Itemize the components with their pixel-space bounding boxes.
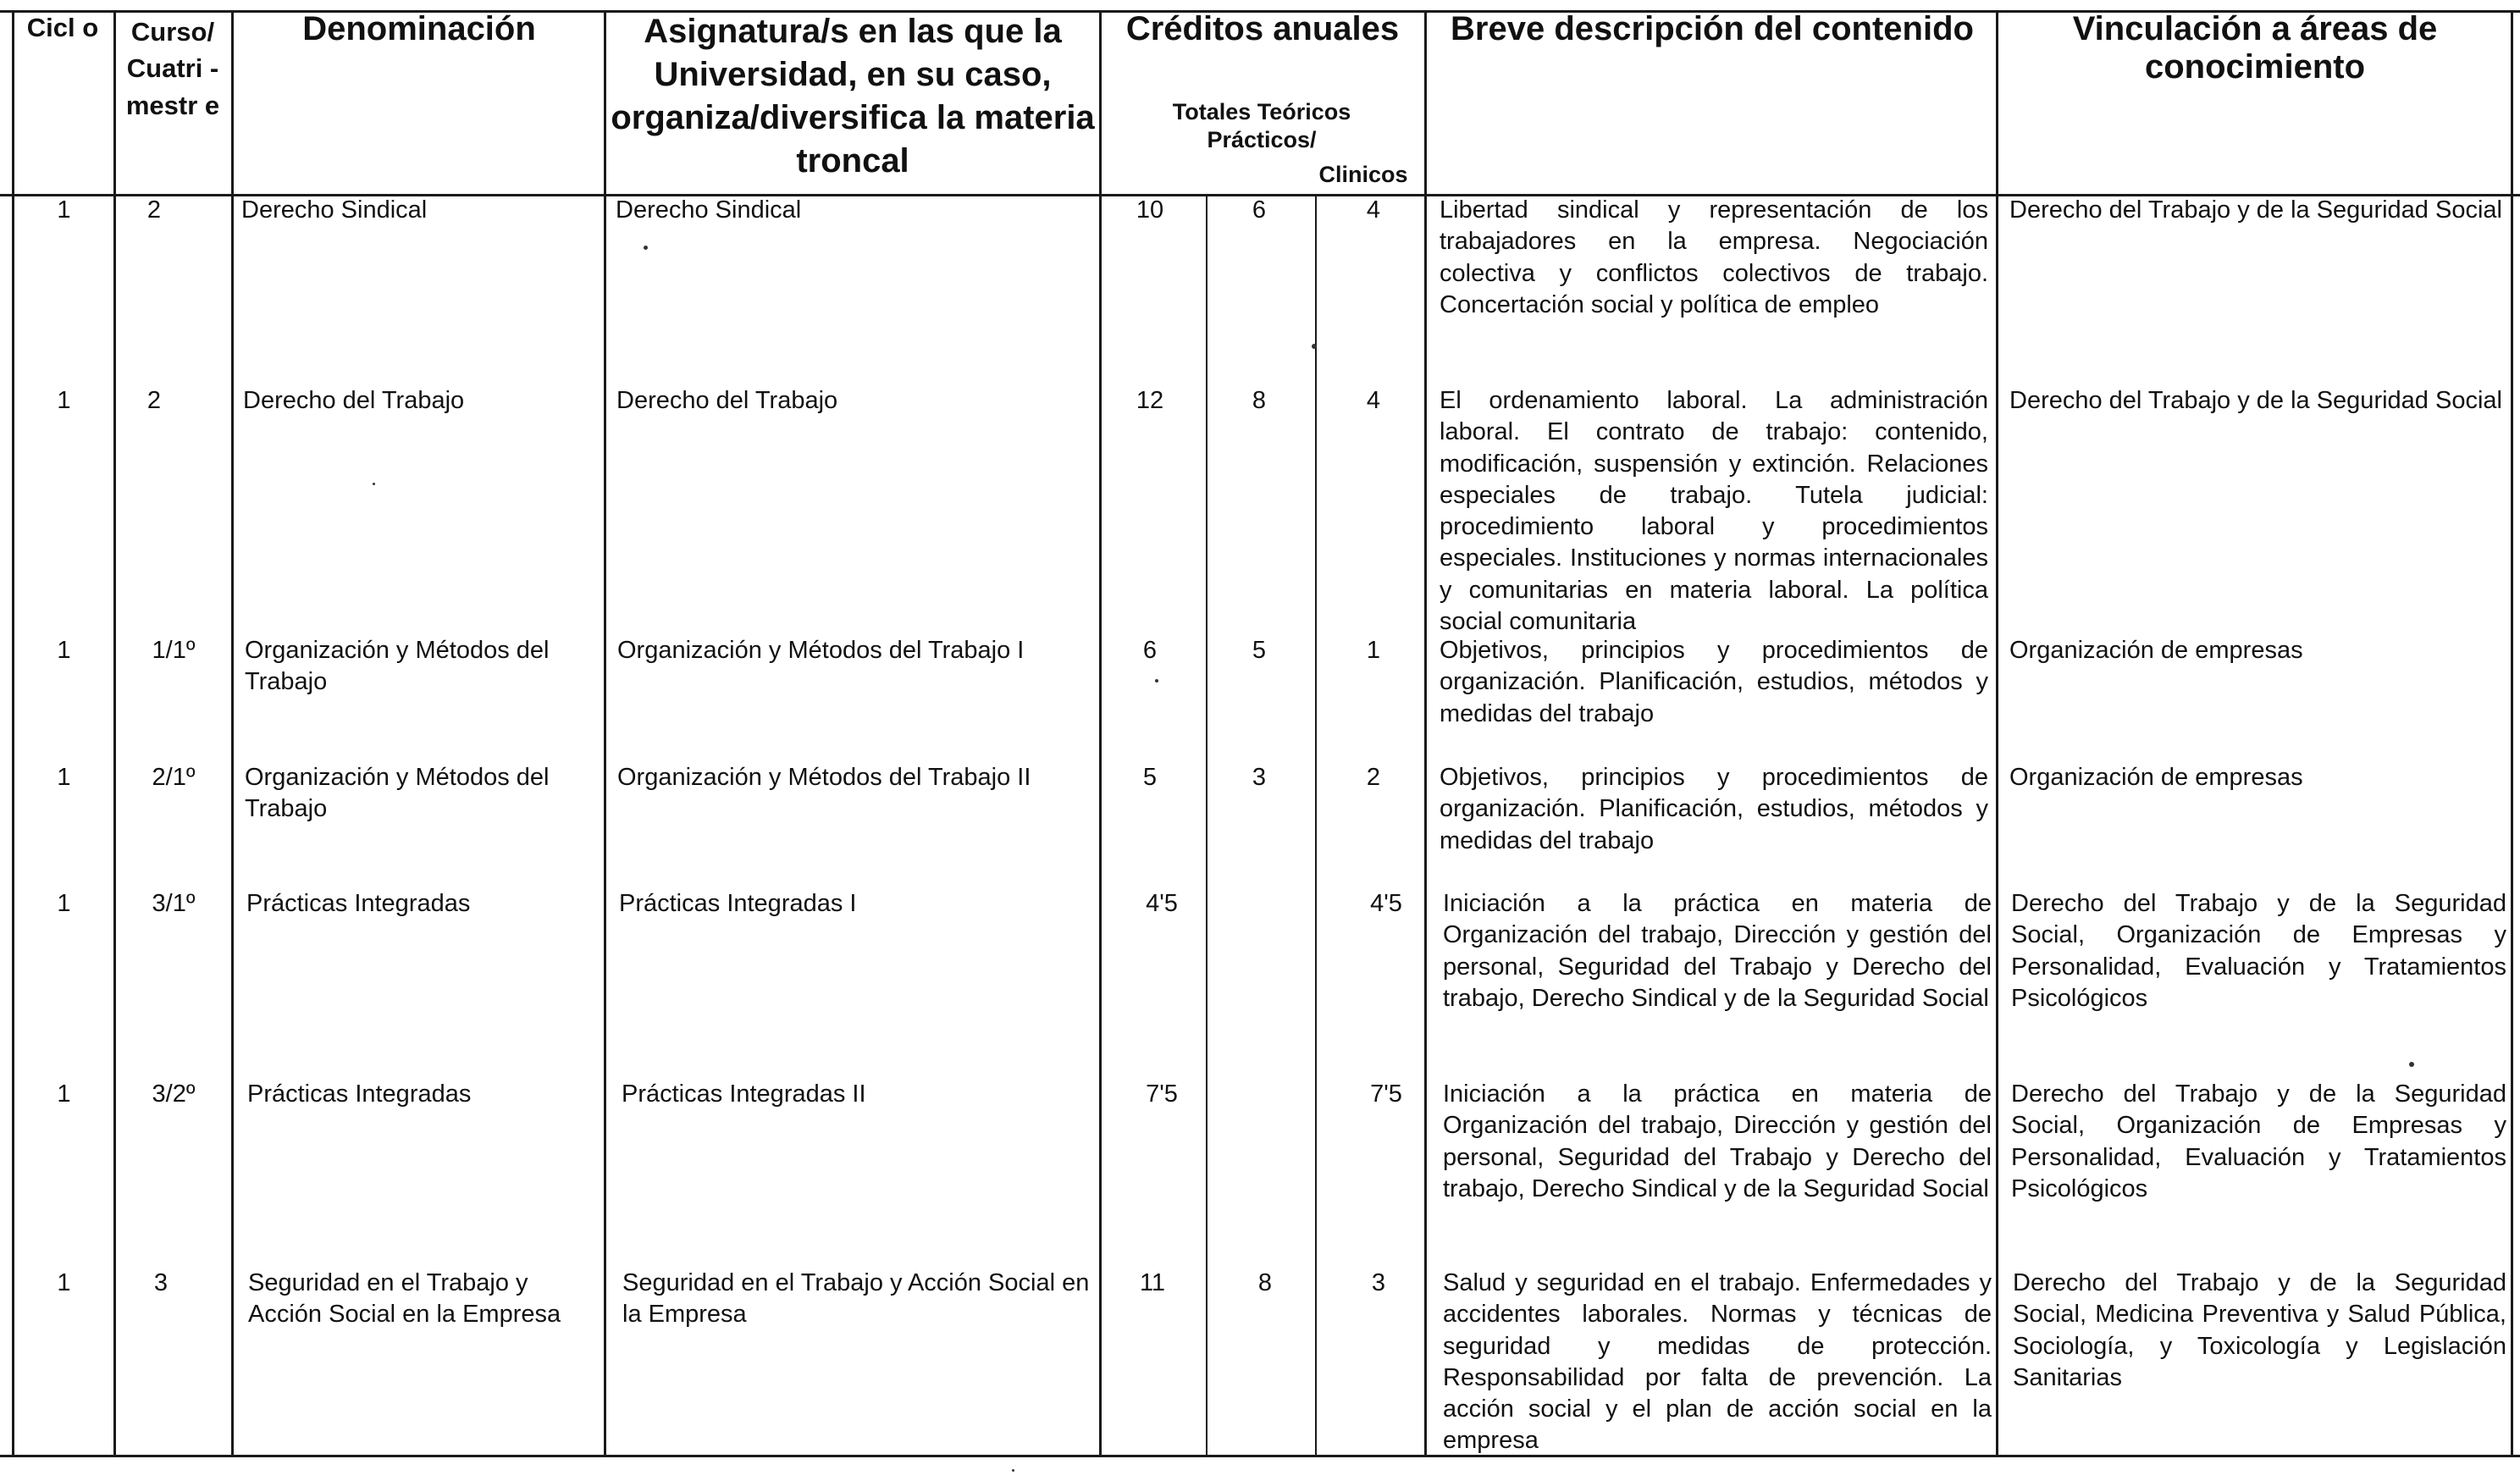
- cell-asignatura: Organización y Métodos del Trabajo I: [617, 637, 1025, 664]
- cell-descripcion: Libertad sindical y representación de los trabajadores en la empresa. Negociación colectiva y conflictos colectivos de trabajo. Concertación social y política de empleo: [1440, 196, 1988, 318]
- header-asignaturas: Asignatura/s en las que la Universidad, en su caso, organiza/diversifica la materia troncal: [611, 13, 1095, 180]
- cell-asignatura: Organización y Métodos del Trabajo II: [617, 764, 1031, 791]
- cell-curso: 2: [146, 387, 162, 414]
- cell-teoricos: 3: [1252, 764, 1267, 791]
- cell-denominacion: Prácticas Integradas: [246, 890, 471, 917]
- cell-curso: 2: [146, 196, 162, 224]
- header-curso: Curso/ Cuatri - mestr e: [125, 17, 220, 120]
- cell-ciclo: 1: [57, 1269, 71, 1296]
- cell-vinculacion: Derecho del Trabajo y de la Seguridad Social, Organización de Empresas y Personalidad, Evaluación y Tratamientos Psicológicos: [2011, 890, 2506, 1012]
- cell-denominacion: Derecho del Trabajo: [243, 387, 465, 414]
- cell-totales: 7'5: [1146, 1080, 1178, 1108]
- cell-descripcion: Objetivos, principios y procedimientos de organización. Planificación, estudios, métodos y medidas del trabajo: [1440, 764, 1988, 854]
- cell-vinculacion: Derecho del Trabajo y de la Seguridad Social, Medicina Preventiva y Salud Pública, Sociología, y Toxicología y Legislación Sanitarias: [2013, 1269, 2506, 1391]
- cell-ciclo: 1: [57, 890, 71, 917]
- header-creditos-totales-teoricos: Totales Teóricos: [1172, 99, 1351, 124]
- cell-vinculacion: Organización de empresas: [2009, 764, 2303, 791]
- cell-descripcion: Objetivos, principios y procedimientos de organización. Planificación, estudios, métodos y medidas del trabajo: [1440, 637, 1988, 727]
- cell-denominacion: Prácticas Integradas: [247, 1080, 472, 1108]
- cell-asignatura: Derecho Sindical: [616, 196, 802, 224]
- cell-denominacion: Organización y Métodos del Trabajo: [245, 637, 550, 696]
- cell-denominacion: Derecho Sindical: [241, 196, 428, 224]
- cell-ciclo: 1: [57, 637, 71, 664]
- header-creditos-practicos: Prácticos/: [1207, 127, 1317, 152]
- header-creditos: Créditos anuales: [1125, 10, 1400, 47]
- cell-ciclo: 1: [57, 387, 71, 414]
- header-vinculacion: Vinculación a áreas de conocimiento: [2072, 10, 2438, 86]
- cell-asignatura: Derecho del Trabajo: [616, 387, 838, 414]
- cell-practicos: 1: [1366, 637, 1381, 664]
- cell-descripcion: Salud y seguridad en el trabajo. Enfermedades y accidentes laborales. Normas y técnicas de seguridad y medidas de protección. Responsabilidad por falta de prevención. La acción social y el plan de acción social en la empresa: [1443, 1269, 1992, 1455]
- header-creditos-clinicos: Clinicos: [1318, 162, 1408, 187]
- cell-practicos: 2: [1366, 764, 1381, 791]
- cell-curso: 3/1º: [152, 890, 196, 917]
- cell-practicos: 4'5: [1370, 890, 1402, 917]
- cell-descripcion: El ordenamiento laboral. La administración laboral. El contrato de trabajo: contenido, modificación, suspensión y extinción. Relaciones especiales de trabajo. Tutela judicial: procedimiento laboral y procedimientos especiales. Instituciones y normas internacionales y comunitarias en materia laboral. La política social comunitaria: [1440, 387, 1988, 636]
- cell-vinculacion: Organización de empresas: [2009, 637, 2303, 664]
- cell-totales: 6: [1142, 637, 1158, 664]
- cell-descripcion: Iniciación a la práctica en materia de Organización del trabajo, Dirección y gestión del personal, Seguridad del Trabajo y Derecho del trabajo, Derecho Sindical y de la Seguridad Social: [1443, 1080, 1992, 1202]
- cell-totales: 5: [1142, 764, 1158, 791]
- cell-vinculacion: Derecho del Trabajo y de la Seguridad Social: [2009, 387, 2502, 414]
- cell-practicos: 4: [1366, 387, 1381, 414]
- cell-teoricos: 8: [1257, 1269, 1273, 1296]
- cell-totales: 4'5: [1146, 890, 1178, 917]
- cell-curso: 2/1º: [152, 764, 196, 791]
- cell-asignatura: Prácticas Integradas I: [619, 890, 857, 917]
- cell-asignatura: Prácticas Integradas II: [622, 1080, 866, 1108]
- cell-asignatura: Seguridad en el Trabajo y Acción Social en la Empresa: [622, 1269, 1090, 1329]
- header-descripcion: Breve descripción del contenido: [1451, 10, 1974, 47]
- cell-teoricos: 5: [1252, 637, 1267, 664]
- cell-denominacion: Seguridad en el Trabajo y Acción Social en la Empresa: [248, 1269, 561, 1329]
- cell-denominacion: Organización y Métodos del Trabajo: [245, 764, 550, 823]
- cell-curso: 3: [153, 1269, 169, 1296]
- header-ciclo: Cicl o: [26, 13, 99, 42]
- cell-practicos: 4: [1366, 196, 1381, 224]
- cell-ciclo: 1: [57, 1080, 71, 1108]
- cell-totales: 10: [1136, 196, 1164, 224]
- header-denominacion: Denominación: [302, 10, 536, 47]
- cell-teoricos: 6: [1252, 196, 1267, 224]
- cell-ciclo: 1: [57, 764, 71, 791]
- cell-practicos: 7'5: [1370, 1080, 1402, 1108]
- cell-totales: 12: [1136, 387, 1164, 414]
- cell-curso: 1/1º: [152, 637, 196, 664]
- cell-vinculacion: Derecho del Trabajo y de la Seguridad Social, Organización de Empresas y Personalidad, Evaluación y Tratamientos Psicológicos: [2011, 1080, 2506, 1202]
- cell-curso: 3/2º: [152, 1080, 196, 1108]
- cell-descripcion: Iniciación a la práctica en materia de Organización del trabajo, Dirección y gestión del personal, Seguridad del Trabajo y Derecho del trabajo, Derecho Sindical y de la Seguridad Social: [1443, 890, 1992, 1012]
- cell-teoricos: 8: [1252, 387, 1267, 414]
- cell-practicos: 3: [1371, 1269, 1386, 1296]
- cell-totales: 11: [1139, 1269, 1166, 1296]
- cell-vinculacion: Derecho del Trabajo y de la Seguridad Social: [2009, 196, 2502, 224]
- cell-ciclo: 1: [57, 196, 71, 224]
